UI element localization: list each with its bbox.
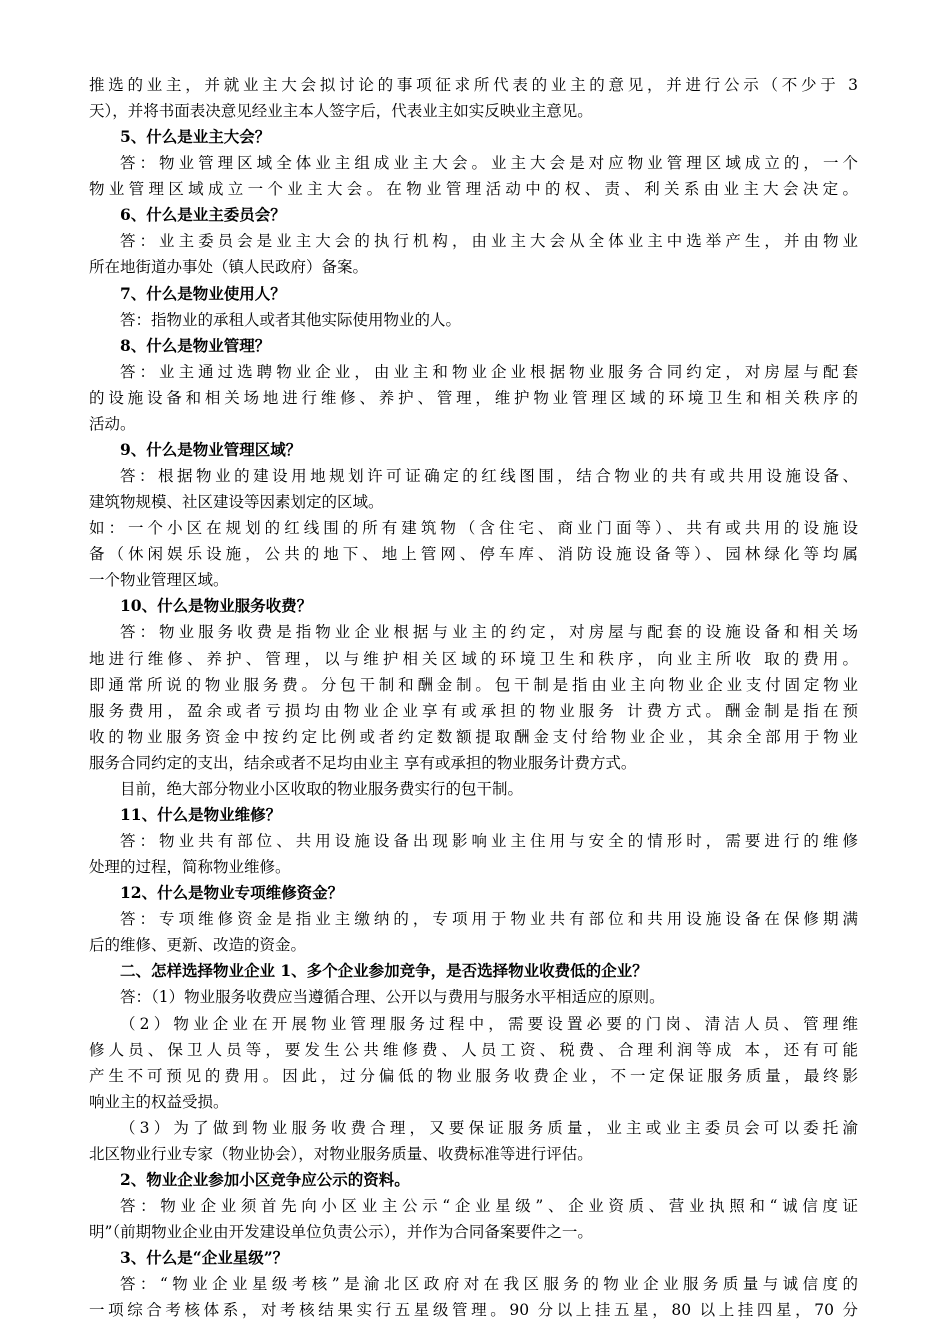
section-heading: 12、什么是物业专项维修资金？ (120, 883, 344, 903)
section-heading: 8、什么是物业管理？ (120, 335, 271, 355)
text-line: 地进行维修、养护、管理，以与维护相关区域的环境卫生和秩序，向业主所收 取的费用。 (89, 649, 858, 668)
section-heading: 10、什么是物业服务收费？ (120, 596, 313, 616)
text-line: 答：“物业企业星级考核”是渝北区政府对在我区服务的物业企业服务质量与诚信度的 (120, 1275, 858, 1294)
section-heading: 6、什么是业主委员会？ (120, 205, 286, 225)
text-line: 目前，绝大部分物业小区收取的物业服务费实行的包干制。 (120, 779, 524, 798)
text-line: 响业主的权益受损。 (89, 1092, 229, 1111)
text-line: 收的物业服务资金中按约定比例或者约定数额提取酬金支付给物业企业，其余全部用于物业 (89, 727, 858, 746)
text-line: 即通常所说的物业服务费。分包干制和酬金制。包干制是指由业主向物业企业支付固定物业 (89, 675, 858, 694)
text-line: 北区物业行业专家（物业协会），对物业服务质量、收费标准等进行评估。 (89, 1144, 593, 1163)
section-heading: 2、物业企业参加小区竞争应公示的资料。 (120, 1169, 410, 1189)
text-line: 修人员、保卫人员等，要发生公共维修费、人员工资、税费、合理利润等成 本，还有可能 (89, 1040, 858, 1059)
text-line: 产生不可预见的费用。因此，过分偏低的物业服务收费企业，不一定保证服务质量，最终影 (89, 1066, 858, 1085)
section-heading: 11、什么是物业维修？ (120, 804, 282, 824)
text-line: 物业管理区域成立一个业主大会。在物业管理活动中的权、责、利关系由业主大会决定。 (89, 180, 858, 199)
text-line: 答：指物业的承租人或者其他实际使用物业的人。 (120, 310, 462, 329)
text-line: 一个物业管理区域。 (89, 571, 229, 590)
text-line: 一项综合考核体系，对考核结果实行五星级管理。90 分以上挂五星，80 以上挂四星，70 分 (89, 1301, 858, 1320)
section-heading: 7、什么是物业使用人？ (120, 283, 286, 303)
text-line: 活动。 (89, 414, 136, 433)
text-line: 处理的过程，简称物业维修。 (89, 858, 291, 877)
text-line: 服务费用，盈余或者亏损均由物业企业享有或承担的物业服务 计费方式。酬金制是指在预 (89, 701, 858, 720)
text-line: 答：（1）物业服务收费应当遵循合理、公开以与费用与服务水平相适应的原则。 (120, 988, 665, 1007)
text-line: 明”（前期物业企业由开发建设单位负责公示），并作为合同备案要件之一。 (89, 1223, 593, 1242)
text-line: 推选的业主，并就业主大会拟讨论的事项征求所代表的业主的意见，并进行公示（不少于 3 (89, 76, 858, 94)
text-line: 答：专项维修资金是指业主缴纳的，专项用于物业共有部位和共用设施设备在保修期满 (120, 910, 858, 929)
text-line: （2）物业企业在开展物业管理服务过程中，需要设置必要的门岗、清洁人员、管理维 (120, 1014, 858, 1033)
text-line: 建筑物规模、社区建设等因素划定的区域。 (89, 493, 384, 512)
text-line: 备（休闲娱乐设施，公共的地下、地上管网、停车库、消防设施设备等）、园林绿化等均属 (89, 545, 858, 564)
section-heading: 9、什么是物业管理区域？ (120, 439, 302, 459)
text-line: 天），并将书面表决意见经业主本人签字后，代表业主如实反映业主意见。 (89, 102, 593, 121)
text-line: 答：业主委员会是业主大会的执行机构，由业主大会从全体业主中选举产生，并由物业 (120, 232, 858, 251)
text-line: 答：物业共有部位、共用设施设备出现影响业主住用与安全的情形时，需要进行的维修 (120, 832, 858, 851)
text-line: 答：物业服务收费是指物业企业根据与业主的约定，对房屋与配套的设施设备和相关场 (120, 623, 858, 642)
text-line: 所在地街道办事处（镇人民政府）备案。 (89, 258, 369, 277)
text-line: 后的维修、更新、改造的资金。 (89, 936, 307, 955)
text-line: 答：业主通过选聘物业企业，由业主和物业企业根据物业服务合同约定，对房屋与配套 (120, 362, 858, 381)
section-heading: 二、怎样选择物业企业 1、多个企业参加竞争，是否选择物业收费低的企业？ (120, 961, 648, 981)
section-heading: 3、什么是“企业星级”？ (120, 1248, 289, 1268)
text-line: 服务合同约定的支出，结余或者不足均由业主 享有或承担的物业服务计费方式。 (89, 753, 637, 772)
text-line: （3）为了做到物业服务收费合理，又要保证服务质量，业主或业主委员会可以委托渝 (120, 1118, 858, 1137)
text-line: 答：物业管理区域全体业主组成业主大会。业主大会是对应物业管理区域成立的，一个 (120, 154, 858, 173)
text-line: 答：根据物业的建设用地规划许可证确定的红线图围，结合物业的共有或共用设施设备、 (120, 467, 858, 486)
text-line: 如：一个小区在规划的红线围的所有建筑物（含住宅、商业门面等）、共有或共用的设施设 (89, 519, 858, 538)
text-line: 的设施设备和相关场地进行维修、养护、管理，维护物业管理区域的环境卫生和相关秩序的 (89, 388, 858, 407)
text-line: 答：物业企业须首先向小区业主公示“企业星级”、企业资质、营业执照和“诚信度证 (120, 1197, 858, 1215)
section-heading: 5、什么是业主大会？ (120, 127, 271, 147)
